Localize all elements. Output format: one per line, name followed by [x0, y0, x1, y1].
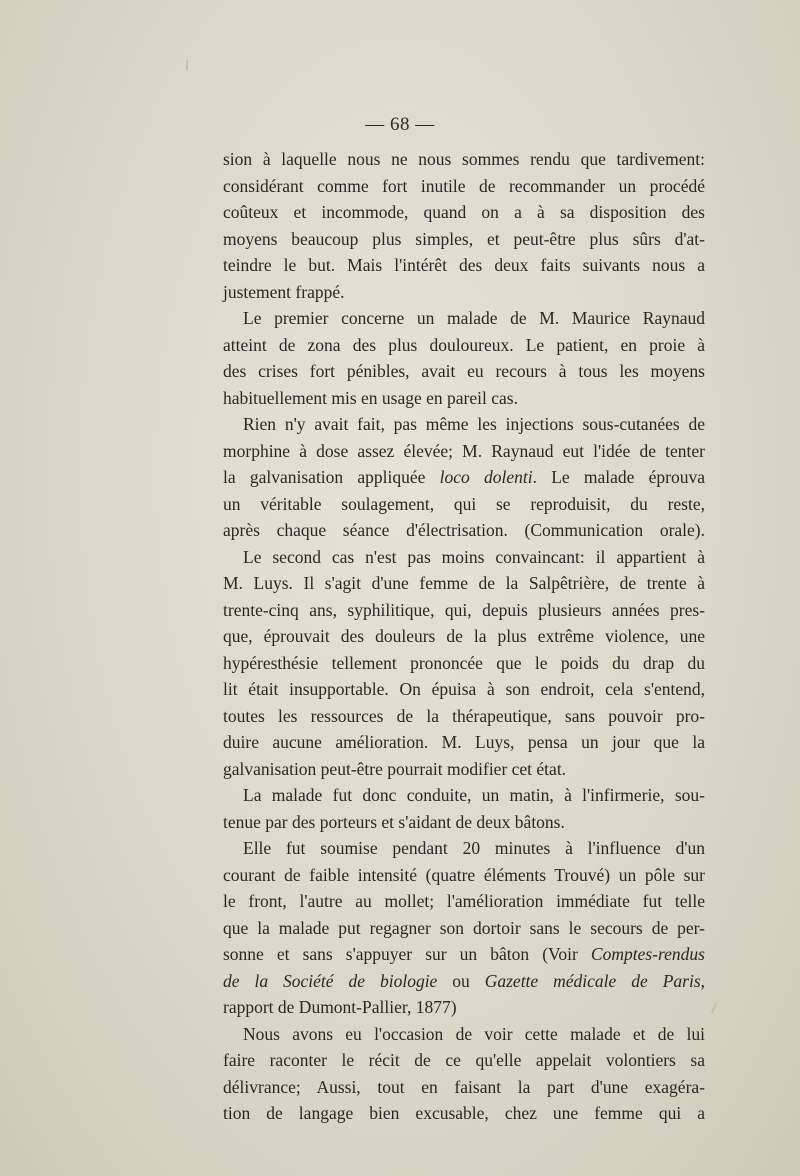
paragraph-1 — [223, 146, 705, 305]
text-line: teindre le but. Mais l'intérêt des deux faits suivants nous a — [223, 255, 705, 275]
text-line: galvanisation peut-être pourrait modifier cet état. — [223, 758, 567, 779]
text-line: duire aucune amélioration. M. Luys, pensa un jour que la — [223, 732, 705, 752]
text-line: le front, l'autre au mollet; l'amélioration immédiate fut telle — [223, 891, 705, 911]
text-line: considérant comme fort inutile de recommander un procédé — [223, 175, 705, 196]
text-line: justement frappé. — [223, 281, 345, 302]
text-line: moyens beaucoup plus simples, et peut-être plus sûrs d'at- — [223, 228, 705, 249]
text-line: tion de langage bien excusable, chez une femme qui a — [223, 1103, 705, 1123]
text-line: morphine à dose assez élevée; M. Raynaud eut l'idée de tenter — [223, 440, 705, 461]
text-line: sonne et sans s'appuyer sur un bâton (Voir Comptes-rendus — [223, 944, 705, 964]
paragraph-5 — [223, 782, 705, 835]
text-line: courant de faible intensité (quatre éléments Trouvé) un pôle sur — [223, 864, 705, 885]
text-line: Rien n'y avait fait, pas même les injections sous-cutanées de — [243, 414, 705, 434]
text-line: de la Société de biologie ou Gazette médicale de Paris, — [223, 970, 706, 991]
text-line: Le second cas n'est pas moins convaincant: il appartient à — [243, 546, 705, 567]
italic-phrase: Comptes-rendus — [590, 944, 705, 964]
paragraph-4 — [223, 544, 705, 783]
text-line: hypéresthésie tellement prononcée que le poids du drap du — [223, 652, 705, 673]
paper-speck — [186, 60, 188, 70]
text-line: atteint de zona des plus douloureux. Le patient, en proie à — [223, 334, 705, 355]
text-line: la galvanisation appliquée loco dolenti. Le malade éprouva — [223, 467, 705, 487]
text-line: que la malade put regagner son dortoir sans le secours de per- — [223, 917, 705, 938]
text-line: Elle fut soumise pendant 20 minutes à l'influence d'un — [243, 838, 705, 858]
text-line: Nous avons eu l'occasion de voir cette malade et de lui — [243, 1023, 705, 1044]
page-number: — 68 — — [365, 114, 435, 135]
paragraph-3 — [223, 411, 705, 544]
text-line: que, éprouvait des douleurs de la plus extrême violence, une — [223, 626, 705, 646]
text-line: délivrance; Aussi, tout en faisant la part d'une exagéra- — [223, 1076, 705, 1097]
italic-phrase: de la Société de biologie — [223, 970, 438, 991]
text-line: trente-cinq ans, syphilitique, qui, depuis plusieurs années pres- — [223, 599, 705, 620]
text-line: un véritable soulagement, qui se reproduisit, du reste, — [223, 493, 705, 514]
text-line: habituellement mis en usage en pareil cas. — [223, 387, 518, 408]
text-line: des crises fort pénibles, avait eu recours à tous les moyens — [223, 361, 705, 381]
paragraph-7 — [223, 1021, 705, 1127]
text-line: tenue par des porteurs et s'aidant de deux bâtons. — [223, 811, 565, 832]
text-line: faire raconter le récit de ce qu'elle appelait volontiers sa — [223, 1050, 705, 1070]
text-line: lit était insupportable. On épuisa à son endroit, cela s'entend, — [223, 679, 705, 699]
body-text — [223, 146, 705, 1127]
text-line: La malade fut donc conduite, un matin, à l'infirmerie, sou- — [243, 785, 705, 805]
text-line: M. Luys. Il s'agit d'une femme de la Salpêtrière, de trente à — [223, 573, 705, 593]
paragraph-2 — [223, 305, 705, 411]
text-line: sion à laquelle nous ne nous sommes rendu que tardivement: — [223, 149, 705, 169]
paper-speck — [711, 1003, 717, 1013]
text-line: après chaque séance d'électrisation. (Communication orale). — [223, 520, 705, 540]
italic-phrase: Gazette médicale de Paris — [484, 970, 701, 991]
paragraph-6 — [223, 835, 705, 1021]
text-line: coûteux et incommode, quand on a à sa disposition des — [223, 202, 705, 222]
text-line: rapport de Dumont-Pallier, 1877) — [223, 997, 457, 1017]
italic-phrase: loco dolenti — [439, 467, 533, 487]
text-line: toutes les ressources de la thérapeutique, sans pouvoir pro- — [223, 705, 705, 726]
text-line: Le premier concerne un malade de M. Maurice Raynaud — [243, 308, 705, 328]
